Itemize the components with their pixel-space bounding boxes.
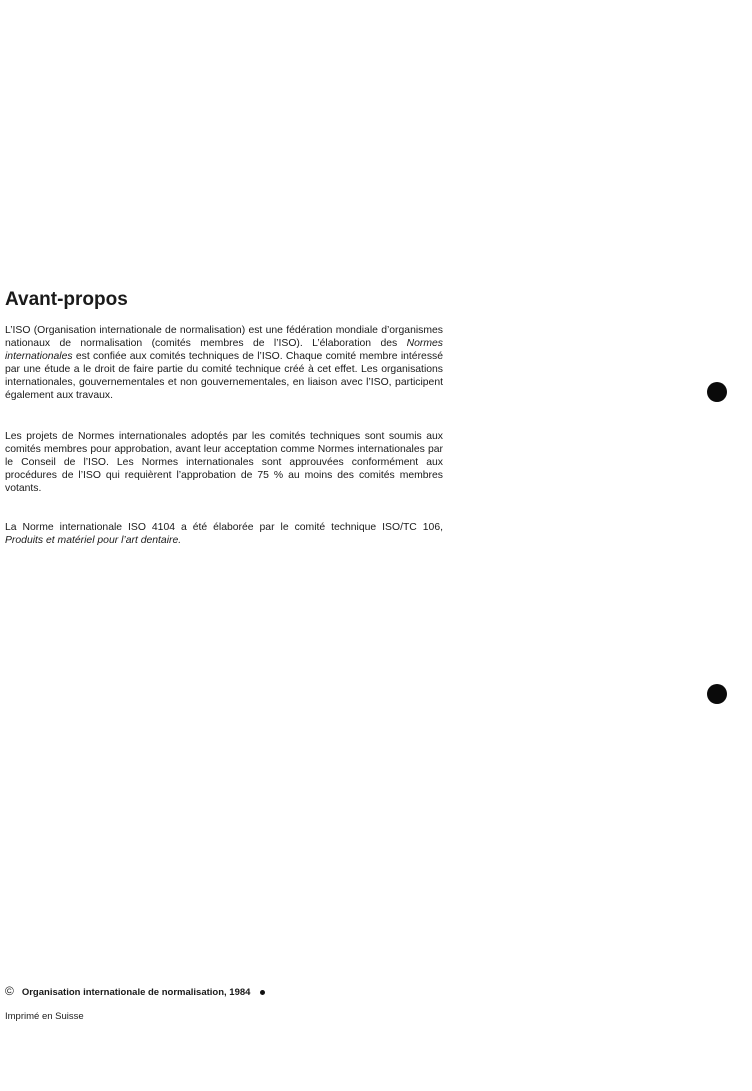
paragraph-text: L’ISO (Organisation internationale de normalisation) est une fédération mondiale d’organismes nationaux de normalisation (comités membres de l’ISO). L’élaboration des [5,325,443,350]
paragraph-approval-process: Les projets de Normes internationales adoptés par les comités techniques sont soumis aux comités membres pour approbation, avant leur acceptation comme Normes internationales par le Conseil de l’ISO. Les Normes internationales sont approuvées conformément aux procédures de l’ISO qui requièrent l’approbation de 75 % au moins des comités membres votants. [5,431,443,495]
binding-hole-dot [707,382,727,402]
page-title: Avant-propos [5,289,128,310]
paragraph-text: est confiée aux comités techniques de l’ISO. Chaque comité membre intéressé par une étude a le droit de faire partie du comité technique créé à cet effet. Les organisations internationales, gouvernementales et non gouvernementales, en liaison avec l’ISO, participent également aux travaux. [5,351,443,402]
paragraph-italic-text: Normes internationales [5,338,443,363]
bullet-dot-icon [260,990,265,995]
binding-hole-dot [707,684,727,704]
paragraph-committee [5,521,443,547]
copyright-line [5,984,265,998]
paragraph-iso-description [5,324,443,403]
copyright-text: Organisation internationale de normalisation, 1984 [21,987,251,998]
printed-in-text: Imprimé en Suisse [5,1011,84,1022]
paragraph-italic-text: Produits et matériel pour l’art dentaire. [5,535,182,547]
paragraph-text: La Norme internationale ISO 4104 a été élaborée par le comité technique ISO/TC 106, [5,522,443,533]
copyright-symbol: © [5,984,14,998]
